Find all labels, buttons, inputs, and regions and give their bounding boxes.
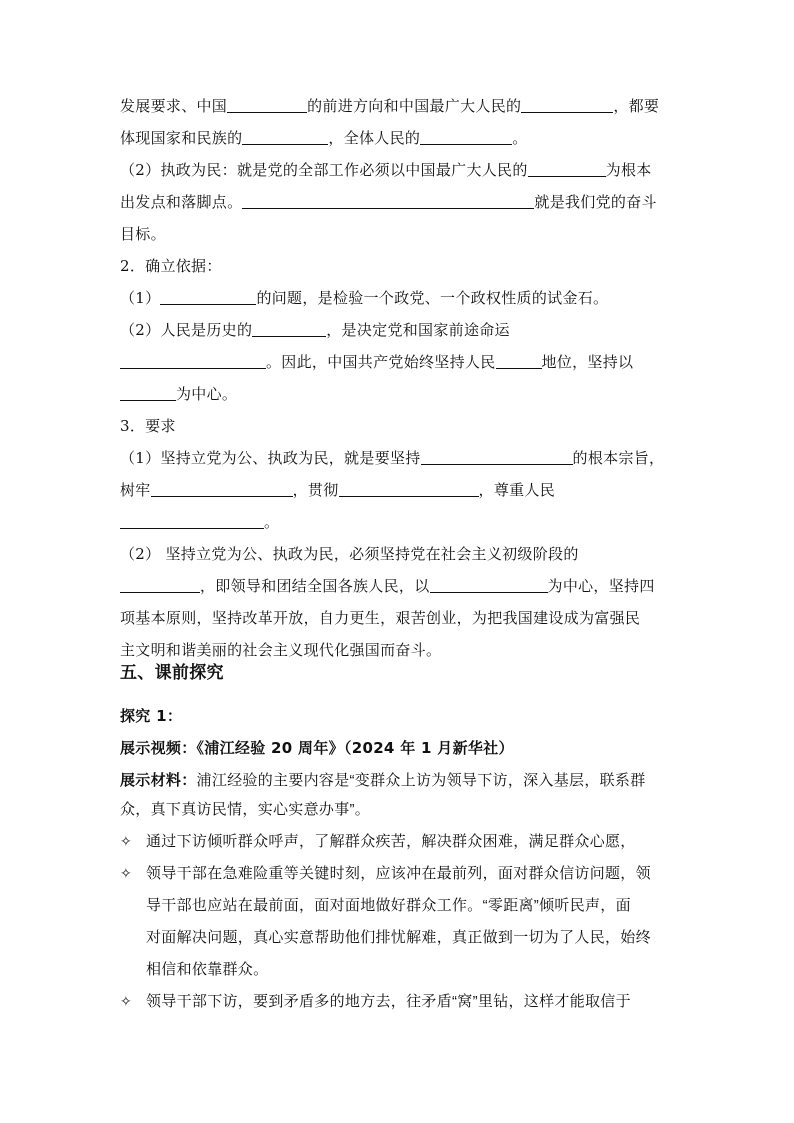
text: 。 (264, 513, 280, 531)
subheading: 3．要求 (120, 417, 176, 435)
bullet-item: 领导干部在急难险重等关键时刻，应该冲在最前列，面对群众信访问题，领 (146, 865, 651, 882)
text: 的前进方向和中国最广大人民的 (307, 97, 522, 115)
material-label: 展示材料： (120, 771, 197, 789)
fill-blank (242, 130, 328, 145)
text: 。 (512, 129, 528, 147)
fill-blank (430, 578, 548, 593)
text: 。因此，中国共产党始终坚持人民 (266, 353, 496, 371)
text: （2）执政为民：就是党的全部工作必须以中国最广大人民的 (120, 161, 528, 179)
text: 发展要求、中国 (120, 97, 228, 115)
text-line (120, 128, 528, 148)
text-line (120, 288, 608, 308)
fill-blank (227, 98, 307, 113)
text: （1） (120, 289, 161, 307)
bullet-item: 导干部也应站在最前面，面对面地做好群众工作。“零距离”倾听民声，面 (146, 897, 631, 914)
fill-blank (120, 578, 200, 593)
bullet-item: 通过下访倾听群众呼声，了解群众疾苦，解决群众困难，满足群众心愿， (146, 833, 636, 850)
bullet-item: 对面解决问题，真心实意帮助他们排忧解难，真正做到一切为了人民，始终 (146, 929, 651, 946)
bullet-item: 领导干部下访，要到矛盾多的地方去，往矛盾“窝”里钻，这样才能取信于 (146, 993, 631, 1010)
text: 体现国家和民族的 (120, 129, 243, 147)
text: 浦江经验的主要内容是“变群众上访为领导下访，深入基层，联系群 (196, 772, 646, 789)
text-line: 目标。 (120, 225, 166, 243)
diamond-bullet-icon: ✧ (120, 834, 132, 850)
fill-blank (420, 130, 512, 145)
text: ，是决定党和国家前途命运 (326, 321, 510, 339)
text-line: 众，真下真访民情，实心实意办事”。 (120, 801, 371, 818)
text: ，尊重人民 (478, 481, 556, 499)
fill-blank (339, 482, 479, 497)
bullet-item: 相信和依靠群众。 (146, 961, 269, 978)
fill-blank (421, 450, 573, 465)
explore-label: 探究 1： (120, 707, 183, 725)
text: 树牢 (120, 481, 151, 499)
subheading: 2．确立依据： (120, 257, 222, 275)
text: 的问题，是检验一个政党、一个政权性质的试金石。 (256, 289, 609, 307)
text-line (120, 480, 555, 500)
text: ，都要 (613, 97, 660, 115)
text: （2）人民是历史的 (120, 321, 253, 339)
fill-blank (120, 354, 266, 369)
fill-blank (528, 162, 606, 177)
text-line (120, 576, 655, 596)
text: （1）坚持立党为公、执政为民，就是要坚持 (120, 449, 421, 467)
video-line: 展示视频：《浦江经验 20 周年》（2024 年 1 月新华社） (120, 739, 514, 757)
text-line (120, 160, 652, 180)
diamond-bullet-icon: ✧ (120, 994, 132, 1010)
text: （2） 坚持立党为公、执政为民，必须坚持党在社会主义初级阶段的 (120, 545, 579, 563)
fill-blank (160, 290, 256, 305)
text-line (120, 320, 510, 340)
text: 为中心。 (176, 385, 238, 403)
fill-blank (242, 194, 534, 209)
section-heading: 五、课前探究 (120, 663, 224, 683)
text: 为根本 (605, 161, 652, 179)
fill-blank (496, 354, 542, 369)
text-line: 项基本原则，坚持改革开放，自力更生，艰苦创业，为把我国建设成为富强民 (120, 609, 641, 627)
fill-blank (120, 386, 176, 401)
text: 的根本宗旨， (572, 449, 665, 467)
diamond-bullet-icon: ✧ (120, 866, 132, 882)
text-line (120, 96, 659, 116)
fill-blank (521, 98, 613, 113)
text-line (120, 384, 237, 404)
text: 地位，坚持以 (541, 353, 634, 371)
fill-blank (151, 482, 293, 497)
text: 就是我们党的奋斗 (534, 193, 657, 211)
text: ，全体人民的 (328, 129, 421, 147)
text-line (120, 770, 646, 791)
text-line (120, 352, 633, 372)
text: ，即领导和团结全国各族人民，以 (200, 577, 430, 595)
text-line (120, 544, 579, 564)
fill-blank (120, 514, 264, 529)
text: ，贯彻 (292, 481, 339, 499)
text-line (120, 192, 657, 212)
text-line: 主文明和谐美丽的社会主义现代化强国而奋斗。 (120, 641, 442, 659)
text: 出发点和落脚点。 (120, 193, 243, 211)
fill-blank (252, 322, 326, 337)
text-line (120, 448, 664, 468)
text: 为中心，坚持四 (547, 577, 655, 595)
text-line (120, 512, 279, 532)
